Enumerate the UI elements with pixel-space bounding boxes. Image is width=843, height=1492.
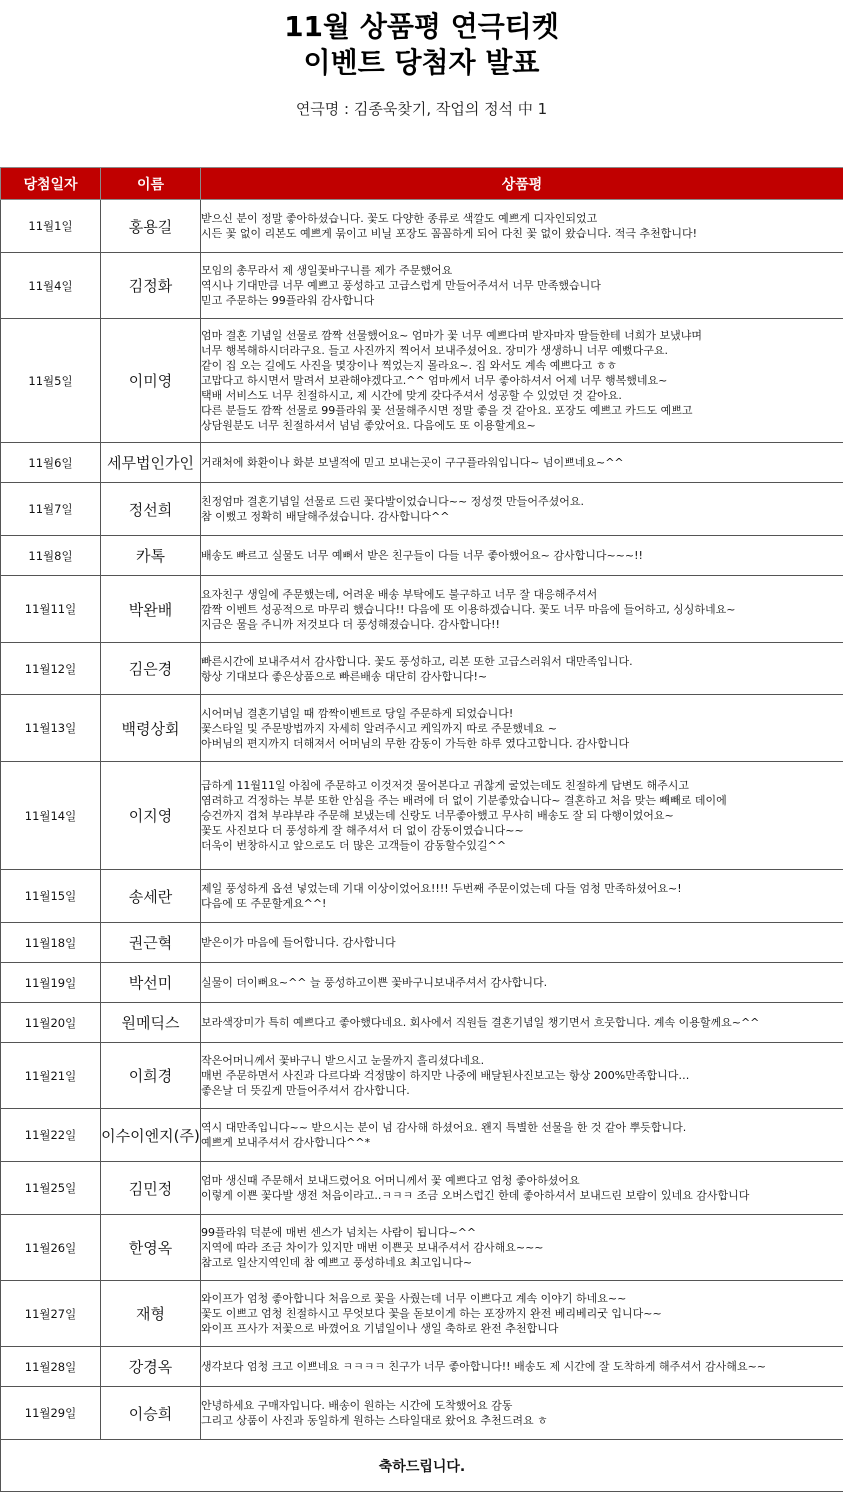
review-line: 와이프가 엄청 좋아합니다 처음으로 꽃을 사줬는데 너무 이쁘다고 계속 이야기 하네요~~: [201, 1291, 843, 1306]
review-line: 아버님의 편지까지 더해져서 어머님의 무한 감동이 가득한 하루 였다고합니다. 감사합니다: [201, 736, 843, 751]
review-cell: [201, 443, 843, 483]
table-header: [1, 168, 843, 200]
table-row: [1, 443, 843, 483]
table-row: [1, 923, 843, 963]
review-cell: [201, 762, 843, 870]
table-row: [1, 1043, 843, 1109]
table-row: [1, 319, 843, 443]
review-line: 좋은날 더 뜻깊게 만들어주셔서 감사합니다.: [201, 1083, 843, 1098]
review-line: 상담원분도 너무 친절하셔서 넘넘 좋았어요. 다음에도 또 이용할게요~: [201, 418, 843, 433]
winner-name-cell: 김은경: [101, 643, 201, 695]
win-date-cell: 11월21일: [1, 1043, 101, 1109]
win-date-cell: 11월22일: [1, 1109, 101, 1162]
review-cell: [201, 923, 843, 963]
win-date-cell: 11월28일: [1, 1347, 101, 1387]
winner-name-cell: 한영옥: [101, 1215, 201, 1281]
review-line: 시든 꽃 없이 리본도 예쁘게 묶이고 비닐 포장도 꼼꼼하게 되어 다친 꽃 없이 왔습니다. 적극 추천합니다!: [201, 226, 843, 241]
winner-name-cell: 이지영: [101, 762, 201, 870]
review-line: 택배 서비스도 너무 친절하시고, 제 시간에 맞게 갖다주셔서 성공할 수 있었던 것 같아요.: [201, 388, 843, 403]
review-line: 꽃스타일 및 주문방법까지 자세히 알려주시고 케잌까지 따로 주문했네요 ~: [201, 721, 843, 736]
table-row: [1, 963, 843, 1003]
review-cell: [201, 1215, 843, 1281]
review-line: 99플라워 덕분에 매번 센스가 넘치는 사람이 됩니다~^^: [201, 1225, 843, 1240]
table-row: [1, 695, 843, 762]
winner-name-cell: 홍용길: [101, 200, 201, 253]
review-cell: [201, 870, 843, 923]
review-cell: [201, 1109, 843, 1162]
review-line: 지금은 물을 주니까 저것보다 더 풍성해졌습니다. 감사합니다!!: [201, 617, 843, 632]
review-cell: [201, 1162, 843, 1215]
review-line: 너무 행복해하시더라구요. 들고 사진까지 찍어서 보내주셨어요. 장미가 생생하니 너무 예뻤다구요.: [201, 343, 843, 358]
congratulations-text: 축하드립니다.: [1, 1440, 843, 1492]
review-line: 다음에 또 주문할게요^^!: [201, 896, 843, 911]
review-line: 역시 대만족입니다~~ 받으시는 분이 넘 감사해 하셨어요. 왠지 특별한 선물을 한 것 같아 뿌듯합니다.: [201, 1120, 843, 1135]
review-line: 엄마 결혼 기념일 선물로 깜짝 선물했어요~ 엄마가 꽃 너무 예쁘다며 받자마자 딸들한테 너희가 보냈냐며: [201, 328, 843, 343]
winner-name-cell: 박완배: [101, 576, 201, 643]
footer-row: [1, 1440, 843, 1492]
review-line: 받으신 분이 정말 좋아하셨습니다. 꽃도 다양한 종류로 색깔도 예쁘게 디자인되었고: [201, 211, 843, 226]
review-cell: [201, 643, 843, 695]
win-date-cell: 11월26일: [1, 1215, 101, 1281]
review-line: 빠른시간에 보내주셔서 감사합니다. 꽃도 풍성하고, 리본 또한 고급스러워서 대만족입니다.: [201, 654, 843, 669]
win-date-cell: 11월7일: [1, 483, 101, 536]
review-line: 와이프 프사가 저꽃으로 바꼈어요 기념일이나 생일 축하로 완전 추천합니다: [201, 1321, 843, 1336]
win-date-cell: 11월14일: [1, 762, 101, 870]
review-line: 생각보다 엄청 크고 이쁘네요 ㅋㅋㅋㅋ 친구가 너무 좋아합니다!! 배송도 제 시간에 잘 도착하게 해주셔서 감사해요~~: [201, 1359, 843, 1374]
column-header-review: 상품평: [201, 168, 843, 200]
winner-name-cell: 세무법인가인: [101, 443, 201, 483]
winner-name-cell: 이승희: [101, 1387, 201, 1440]
winner-name-cell: 원메딕스: [101, 1003, 201, 1043]
table-body: [1, 200, 843, 1440]
review-line: 모임의 총무라서 제 생일꽃바구니를 제가 주문했어요: [201, 263, 843, 278]
win-date-cell: 11월11일: [1, 576, 101, 643]
review-cell: [201, 1387, 843, 1440]
review-line: 이렇게 이쁜 꽃다발 생전 처음이라고..ㅋㅋㅋ 조금 오버스럽긴 한데 좋아하셔서 보내드린 보람이 있네요 감사합니다: [201, 1188, 843, 1203]
review-line: 친정엄마 결혼기념일 선물로 드린 꽃다발이었습니다~~ 정성껏 만들어주셨어요.: [201, 494, 843, 509]
column-header-name: 이름: [101, 168, 201, 200]
review-line: 급하게 11월11일 아침에 주문하고 이것저것 물어본다고 귀찮게 굴었는데도 친절하게 답변도 해주시고: [201, 778, 843, 793]
table-row: [1, 483, 843, 536]
table-row: [1, 1162, 843, 1215]
winner-name-cell: 김정화: [101, 253, 201, 319]
win-date-cell: 11월19일: [1, 963, 101, 1003]
review-cell: [201, 1281, 843, 1347]
review-line: 시어머님 결혼기념일 때 깜짝이벤트로 당일 주문하게 되었습니다!: [201, 706, 843, 721]
win-date-cell: 11월29일: [1, 1387, 101, 1440]
win-date-cell: 11월20일: [1, 1003, 101, 1043]
win-date-cell: 11월27일: [1, 1281, 101, 1347]
review-line: 참 이뻤고 정확히 배달해주셨습니다. 감사합니다^^: [201, 509, 843, 524]
review-line: 지역에 따라 조금 차이가 있지만 매번 이쁜곳 보내주셔서 감사해요~~~: [201, 1240, 843, 1255]
table-row: [1, 1215, 843, 1281]
review-cell: [201, 576, 843, 643]
review-line: 승건까지 겹쳐 부랴부랴 주문해 보냈는데 신랑도 너무좋아했고 무사히 배송도 잘 되 다행이었어요~: [201, 808, 843, 823]
winner-name-cell: 재형: [101, 1281, 201, 1347]
review-cell: [201, 1003, 843, 1043]
win-date-cell: 11월25일: [1, 1162, 101, 1215]
review-line: 그리고 상품이 사진과 동일하게 원하는 스타일대로 왔어요 추천드려요 ㅎ: [201, 1413, 843, 1428]
review-line: 참고로 일산지역인데 참 예쁘고 풍성하네요 최고입니다~: [201, 1255, 843, 1270]
win-date-cell: 11월18일: [1, 923, 101, 963]
review-line: 꽃도 이쁘고 엄청 친절하시고 무엇보다 꽃을 돋보이게 하는 포장까지 완전 베리베리굿 입니다~~: [201, 1306, 843, 1321]
review-cell: [201, 695, 843, 762]
review-line: 믿고 주문하는 99플라워 감사합니다: [201, 293, 843, 308]
review-cell: [201, 1347, 843, 1387]
win-date-cell: 11월13일: [1, 695, 101, 762]
winner-name-cell: 이수이엔지(주): [101, 1109, 201, 1162]
table-row: [1, 643, 843, 695]
review-cell: [201, 319, 843, 443]
review-line: 받은이가 마음에 들어합니다. 감사합니다: [201, 935, 843, 950]
table-row: [1, 1109, 843, 1162]
review-line: 고맙다고 하시면서 말려서 보관해야겠다고.^^ 엄마께서 너무 좋아하셔서 어제 너무 행복했네요~: [201, 373, 843, 388]
winner-name-cell: 송세란: [101, 870, 201, 923]
review-cell: [201, 1043, 843, 1109]
table-row: [1, 200, 843, 253]
win-date-cell: 11월1일: [1, 200, 101, 253]
winner-name-cell: 정선희: [101, 483, 201, 536]
page-title-line2: 이벤트 당첨자 발표: [0, 46, 843, 80]
review-cell: [201, 253, 843, 319]
review-line: 제일 풍성하게 옵션 넣었는데 기대 이상이었어요!!!! 두번째 주문이었는데 다들 엄청 만족하셨어요~!: [201, 881, 843, 896]
play-name-subtitle: 연극명 : 김종욱찾기, 작업의 정석 中 1: [0, 98, 843, 119]
winner-name-cell: 김민정: [101, 1162, 201, 1215]
winner-name-cell: 이희경: [101, 1043, 201, 1109]
winner-name-cell: 백령상회: [101, 695, 201, 762]
table-row: [1, 576, 843, 643]
review-cell: [201, 536, 843, 576]
review-line: 다른 분들도 깜짝 선물로 99플라워 꽃 선물해주시면 정말 좋을 것 같아요. 포장도 예쁘고 카드도 예쁘고: [201, 403, 843, 418]
review-line: 더욱이 번창하시고 앞으로도 더 많은 고객들이 감동할수있길^^: [201, 838, 843, 853]
review-line: 매번 주문하면서 사진과 다르다봐 걱정많이 하지만 나중에 배달된사진보고는 항상 200%만족합니다…: [201, 1068, 843, 1083]
winner-name-cell: 권근혁: [101, 923, 201, 963]
review-line: 거래처에 화환이나 화분 보낼적에 믿고 보내는곳이 구구플라워입니다~ 넘이쁘네요~^^: [201, 455, 843, 470]
winner-name-cell: 박선미: [101, 963, 201, 1003]
win-date-cell: 11월8일: [1, 536, 101, 576]
column-header-date: 당첨일자: [1, 168, 101, 200]
win-date-cell: 11월12일: [1, 643, 101, 695]
review-line: 안녕하세요 구매자입니다. 배송이 원하는 시간에 도착했어요 감동: [201, 1398, 843, 1413]
table-row: [1, 1347, 843, 1387]
review-cell: [201, 963, 843, 1003]
review-line: 실물이 더이뻐요~^^ 늘 풍성하고이쁜 꽃바구니보내주셔서 감사합니다.: [201, 975, 843, 990]
win-date-cell: 11월5일: [1, 319, 101, 443]
win-date-cell: 11월6일: [1, 443, 101, 483]
table-row: [1, 253, 843, 319]
review-line: 보라색장미가 특히 예쁘다고 좋아했다네요. 회사에서 직원들 결혼기념일 챙기면서 흐뭇합니다. 계속 이용할께요~^^: [201, 1015, 843, 1030]
review-line: 엄마 생신때 주문해서 보내드렸어요 어머니께서 꽃 예쁘다고 엄청 좋아하셨어요: [201, 1173, 843, 1188]
winner-name-cell: 이미영: [101, 319, 201, 443]
review-cell: [201, 200, 843, 253]
review-line: 깜짝 이벤트 성공적으로 마무리 했습니다!! 다음에 또 이용하겠습니다. 꽃도 너무 마음에 들어하고, 싱싱하네요~: [201, 602, 843, 617]
review-line: 요자친구 생일에 주문했는데, 어려운 배송 부탁에도 불구하고 너무 잘 대응해주셔서: [201, 587, 843, 602]
table-row: [1, 1003, 843, 1043]
review-line: 같이 집 오는 길에도 사진을 몇장이나 찍었는지 몰라요~. 집 와서도 계속 예쁘다고 ㅎㅎ: [201, 358, 843, 373]
winner-name-cell: 강경옥: [101, 1347, 201, 1387]
page-title-line1: 11월 상품평 연극티켓: [0, 10, 843, 44]
review-line: 역시나 기대만큼 너무 예쁘고 풍성하고 고급스럽게 만들어주셔서 너무 만족했습니다: [201, 278, 843, 293]
review-cell: [201, 483, 843, 536]
winners-table: [0, 167, 843, 1492]
win-date-cell: 11월15일: [1, 870, 101, 923]
win-date-cell: 11월4일: [1, 253, 101, 319]
review-line: 작은어머니께서 꽃바구니 받으시고 눈물까지 흘리셨다네요.: [201, 1053, 843, 1068]
winner-name-cell: 카톡: [101, 536, 201, 576]
table-row: [1, 762, 843, 870]
table-row: [1, 536, 843, 576]
review-line: 꽃도 사진보다 더 풍성하게 잘 해주셔서 더 없이 감동이였습니다~~: [201, 823, 843, 838]
table-row: [1, 1387, 843, 1440]
table-row: [1, 1281, 843, 1347]
review-line: 예쁘게 보내주셔서 감사합니다^^*: [201, 1135, 843, 1150]
review-line: 항상 기대보다 좋은상품으로 빠른배송 대단히 감사합니다!~: [201, 669, 843, 684]
review-line: 배송도 빠르고 실물도 너무 예뻐서 받은 친구들이 다들 너무 좋아했어요~ 감사합니다~~~!!: [201, 548, 843, 563]
review-line: 염려하고 걱정하는 부분 또한 안심을 주는 배려에 더 없이 기분좋았습니다~ 결혼하고 처음 맞는 빼빼로 데이에: [201, 793, 843, 808]
table-row: [1, 870, 843, 923]
